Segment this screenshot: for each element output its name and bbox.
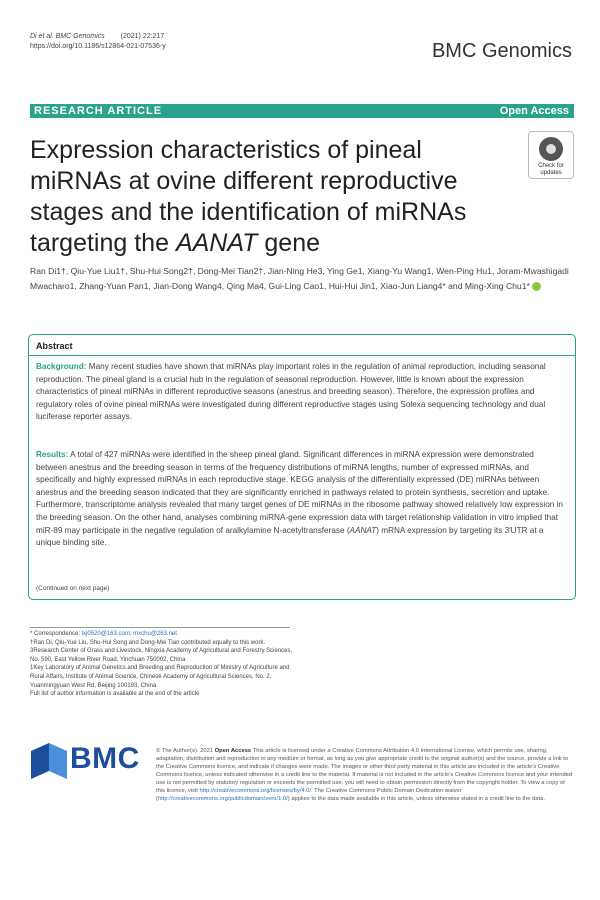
footnote-divider [30,627,290,628]
footnotes [30,630,300,699]
badge-line2: updates [540,170,562,176]
license-url[interactable]: http://creativecommons.org/licenses/by/4.0/ [199,788,311,794]
background-paragraph [36,361,566,424]
abstract-divider [29,355,575,356]
orcid-icon[interactable] [532,282,541,291]
doi-link[interactable]: https://doi.org/10.1186/s12864-021-07536-y [30,43,166,50]
license-url2[interactable]: http://creativecommons.org/publicdomain/zero/1.0/ [157,796,288,802]
correspondence-emails[interactable]: lxj0520@163.com; mxchu@263.net [81,631,177,637]
article-type-band [30,104,574,118]
license-lead: © The Author(s). 2021 [156,748,214,754]
results-gene: AANAT [349,525,377,535]
affiliation-1: 1Key Laboratory of Animal Genetics and Breeding and Reproduction of Ministry of Agriculture and Rural Affairs, Institute of Animal Science, Chinese Academy of Agricultural Sciences, No. 2, Yuanmingyuan West Rd, Beijing 100193, China [30,665,290,689]
article-type: RESEARCH ARTICLE [34,105,163,117]
correspondence-label: * Correspondence: [30,631,81,637]
continued-note: (Continued on next page) [36,585,110,592]
results-paragraph [36,449,566,550]
bmc-logo-text: BMC [70,742,140,775]
background-text: Many recent studies have shown that miRNAs play important roles in the regulation of animal reproduction, including seasonal reproduction. The pineal gland is a crucial hub in the regulation of seasonal reproduction. However, little is known about the expression characteristics of pineal miRNAs in different reproductive seasons (anestrus and breeding season). Therefore, the expression profiles and regulatory roles of ovine pineal miRNAs were investigated during different reproductive stages using Solexa sequencing technology and dual luciferase reporter assays. [36,362,546,422]
affiliation-3: 3Research Center of Grass and Livestock, Ningxia Academy of Agricultural and Forestry Sciences, No. 590, East Yellow River Road, Yinchuan 750002, China [30,648,293,663]
citation-header [30,32,178,52]
license-tail2: ) applies to the data made available in this article, unless otherwise stated in a credit line to the data. [287,796,545,802]
license-open-access-label: Open Access [214,748,252,754]
results-text-a: A total of 427 miRNAs were identified in the sheep pineal gland. Significant differences in miRNA expression were demonstrated between anestrus and the breeding season in terms of the frequency distributions of miRNA lengths, number of expressed miRNAs, and specifically and highly expressed miRNAs in each reproductive stage. KEGG analysis of the differentially expressed (DE) miRNAs between anestrus and the breeding season indicated that they are significantly enriched in pathways related to protein synthesis, secretion and uptake. Furthermore, transcriptome analysis revealed that many target genes of DE miRNAs in the ribosome pathway showed relatively low expression in the breeding season. On the other hand, analyses combining miRNA-gene expression data with target relationship validation in vitro implied that miR-89 may participate in the negative regulation of aralkylamine N-acetyltransferase ( [36,450,563,535]
bmc-logo-icon [31,743,67,779]
background-label: Background: [36,362,87,371]
year-volume: (2021) 22:217 [120,33,165,40]
abstract-heading: Abstract [36,341,73,351]
title-tail: gene [264,229,321,257]
full-author-info-note: Full list of author information is available at the end of the article [30,691,200,698]
badge-line1: Check for [538,163,564,169]
update-check-icon [539,137,563,161]
journal-name: BMC Genomics [431,40,572,62]
check-for-updates-badge[interactable] [528,131,574,179]
license-text [156,747,574,803]
title-main: Expression characteristics of pineal miRNAs at ovine different reproductive stages and the identification of miRNAs targeting the [30,136,467,257]
license-tail1: . The Creative Commons Public Domain Dedication waiver ( [156,788,462,802]
open-access-label: Open Access [499,105,569,117]
abstract-box [28,334,576,600]
citation: Di et al. BMC Genomics [30,33,105,40]
authors-text: Ran Di1†, Qiu-Yue Liu1†, Shu-Hui Song2†, Dong-Mei Tian2†, Jian-Ning He3, Ying Ge1, Xiang-Yu Wang1, Wen-Ping Hu1, Joram-Mwashigadi Mwacharo1, Zhang-Yuan Pan1, Jian-Dong Wang4, Qing Ma4, Gui-Ling Cao1, Hui-Hui Jin1, Xiao-Jun Liang4* and Ming-Xing Chu1* [30,266,569,291]
title-gene: AANAT [175,229,258,257]
correspondence [30,630,300,639]
equal-contribution: †Ran Di, Qiu-Yue Liu, Shu-Hui Song and Dong-Mei Tian contributed equally to this work. [30,639,266,646]
results-label: Results: [36,450,69,459]
results-text-b: ) mRNA expression by targeting its 3'UTR at a unique binding site. [36,525,544,548]
author-list [30,264,570,294]
license-body: This article is licensed under a Creative Commons Attribution 4.0 International License, which permits use, sharing, adaptation, distribution and reproduction in any medium or format, as long as you give appropriate credit to the original author(s) and the source, provide a link to the Creative Commons licence, and indicate if changes were made. The images or other third party material in this article are included in the article's Creative Commons licence, unless indicated otherwise in a credit line to the material. If material is not included in the article's Creative Commons licence and your intended use is not permitted by statutory regulation or exceeds the permitted use, you will need to obtain permission directly from the copyright holder. To view a copy of this licence, visit [156,748,573,794]
article-title [30,135,490,259]
